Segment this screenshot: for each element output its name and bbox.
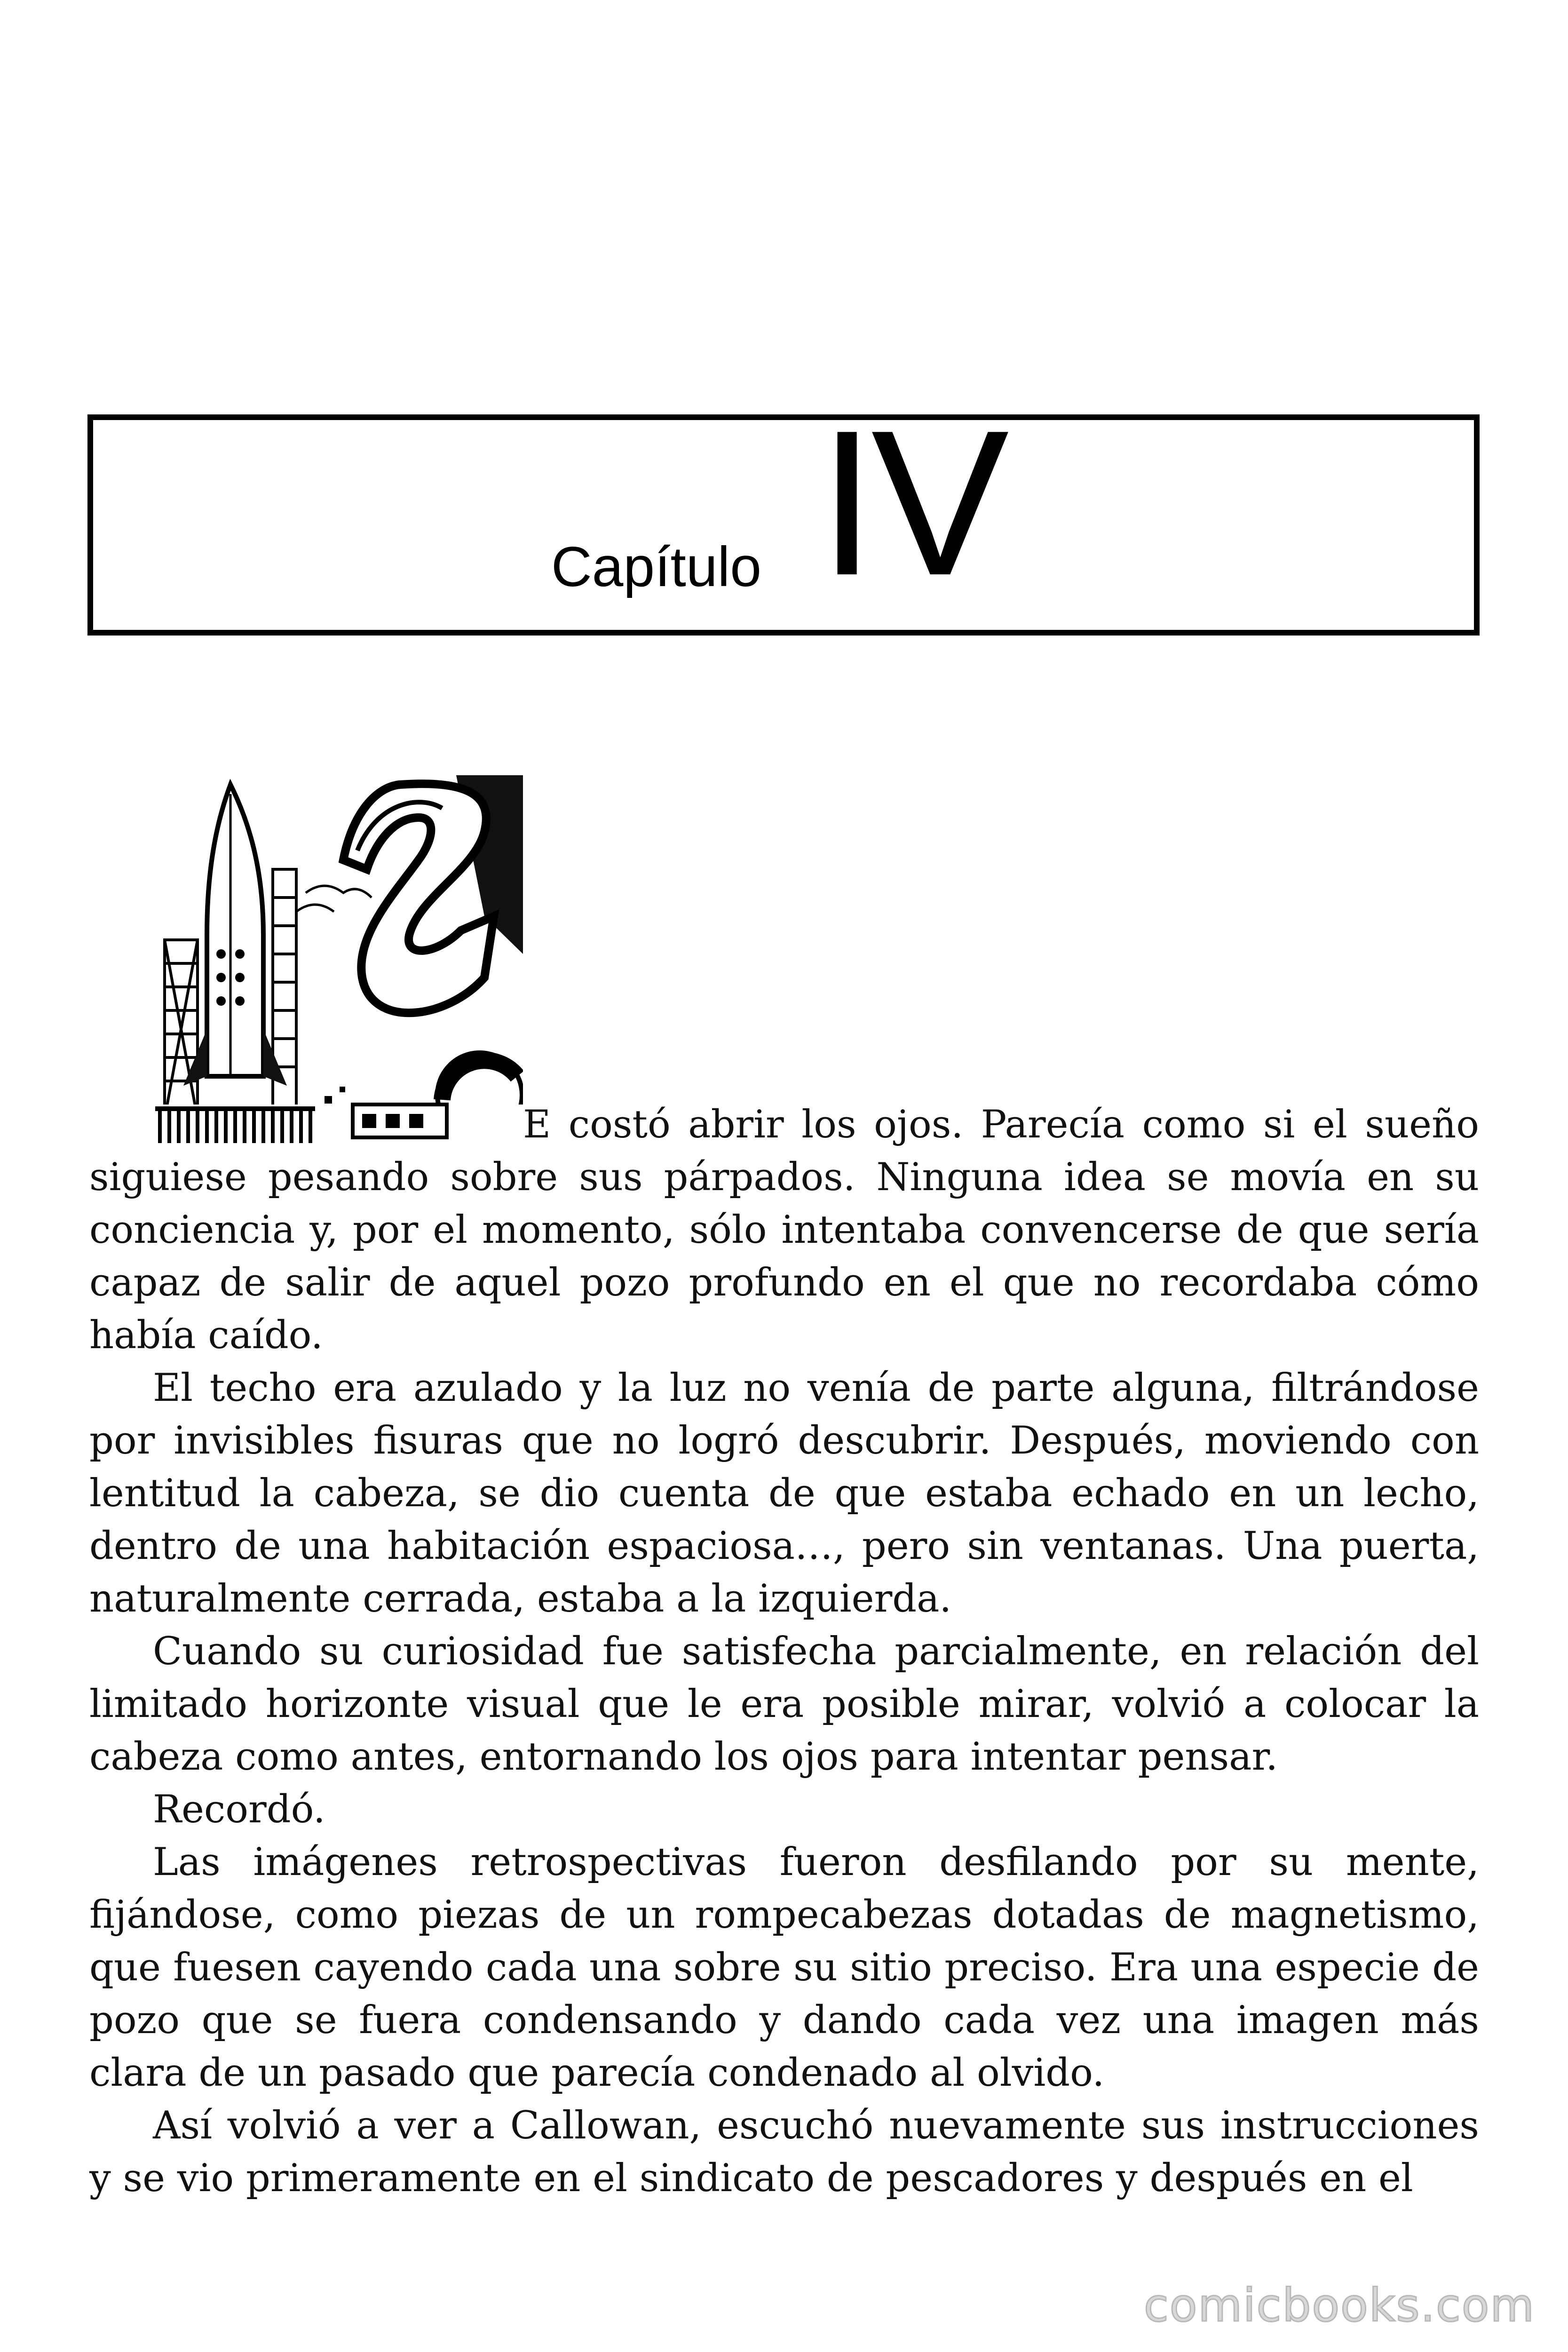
paragraph: Las imágenes retrospectivas fueron desfilando por su mente, fijándose, como piezas de un rompecabezas dotadas de magnetismo, que fuesen cayendo cada una sobre su sitio preciso. Era una especie de pozo que se fuera condensando y dando cada vez una imagen más clara de un pasado que parecía condenado al olvido. xyxy=(89,1840,1479,2095)
paragraph: Recordó. xyxy=(153,1788,325,1832)
drop-cap-spacer xyxy=(89,1098,523,1136)
chapter-label: Capítulo xyxy=(551,535,761,598)
paragraph xyxy=(89,1098,1479,1362)
paragraph: Así volvió a ver a Callowan, escuchó nuevamente sus instrucciones y se vio primeramente en el sindicato de pescadores y después en el xyxy=(89,2104,1479,2201)
body-text xyxy=(89,1098,1479,2205)
paragraph: El techo era azulado y la luz no venía de parte alguna, filtrándose por invisibles fisuras que no logró descubrir. Después, moviendo con lentitud la cabeza, se dio cuenta de que estaba echado en un lecho, dentro de una habitación espaciosa…, pero sin ventanas. Una puerta, naturalmente cerrada, estaba a la izquierda. xyxy=(89,1366,1479,1621)
paragraph-text: E costó abrir los ojos. Parecía como si el sueño siguiese pesando sobre sus párpados. Ninguna idea se movía en su conciencia y, por el momento, sólo intentaba convencerse de que sería capaz de salir de aquel pozo profundo en el que no recordaba cómo había caído. xyxy=(89,1103,1479,1358)
drop-cap-illustration xyxy=(155,775,523,1143)
paragraph: Cuando su curiosidad fue satisfecha parcialmente, en relación del limitado horizonte visual que le era posible mirar, volvió a colocar la cabeza como antes, entornando los ojos para intentar pensar. xyxy=(89,1629,1479,1779)
chapter-heading-box xyxy=(87,414,1480,636)
chapter-number: IV xyxy=(818,388,1005,619)
watermark: comicbooks.com xyxy=(1143,2279,1535,2332)
